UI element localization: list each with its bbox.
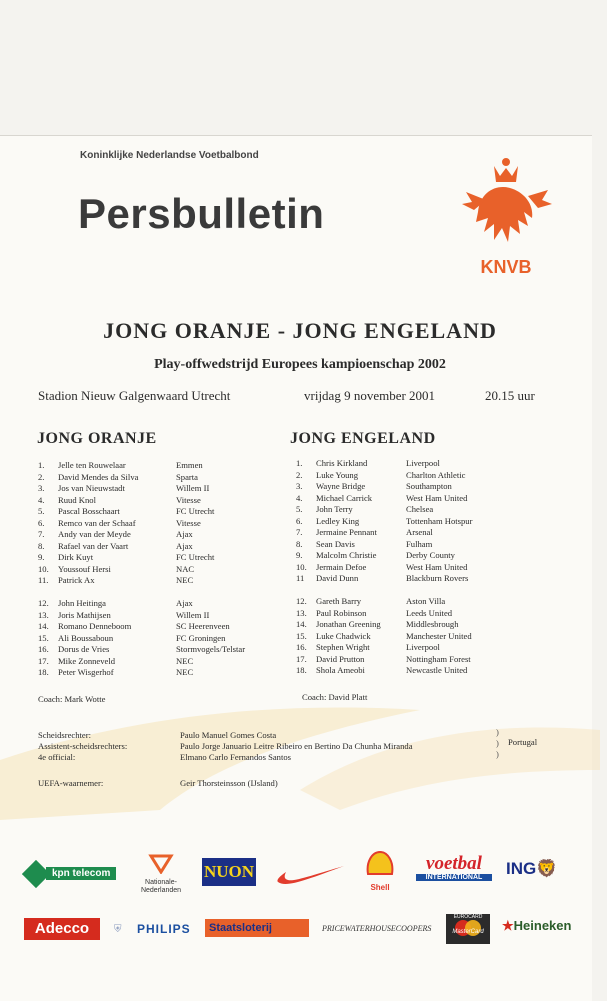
player-name: Luke Chadwick [316,630,371,641]
player-name: Malcolm Christie [316,550,377,561]
player-club: Sparta [176,471,198,482]
player-club: Liverpool [406,642,440,653]
player-name: Jos van Nieuwstadt [58,483,125,494]
home-team-heading: JONG ORANJE [37,430,157,447]
roster-gap [296,585,472,596]
player-name: Mike Zonneveld [58,655,116,666]
shell-text: Shell [370,883,390,892]
player-club: Willem II [176,609,210,620]
player-row [38,472,245,484]
player-number: 15. [296,630,307,641]
voetbal-international-logo [416,854,492,881]
player-club: Arsenal [406,527,433,538]
player-club: Vitesse [176,517,201,528]
match-subtitle: Play-offwedstrijd Europees kampioenschap 2002 [154,357,446,372]
heineken-star-icon: ★ [502,918,514,933]
player-name: Ruud Knol [58,494,96,505]
player-row [296,631,472,643]
player-number: 7. [38,529,45,540]
player-name: Ali Boussaboun [58,632,114,643]
player-club: Middlesbrough [406,619,459,630]
player-row [38,610,245,622]
player-club: West Ham United [406,492,468,503]
player-club: Aston Villa [406,596,446,607]
player-name: Dorus de Vries [58,644,110,655]
nn-text: Nationale-Nederlanden [140,879,182,894]
match-stadium: Stadion Nieuw Galgenwaard Utrecht [38,388,231,403]
player-row [38,541,245,553]
player-number: 3. [38,483,45,494]
mastercard-logo [446,914,490,944]
away-team-heading: JONG ENGELAND [290,430,436,447]
player-name: Stephen Wright [316,642,370,653]
player-row [296,470,472,482]
heineken-logo [502,918,571,934]
player-number: 17. [296,653,307,664]
player-number: 11 [296,573,305,584]
player-number: 8. [296,538,303,549]
player-club: Ajax [176,540,193,551]
player-name: David Mendes da Silva [58,471,139,482]
player-row [296,550,472,562]
player-row [38,495,245,507]
player-name: Shola Ameobi [316,665,365,676]
player-club: Stormvogels/Telstar [176,644,246,655]
ing-logo [506,859,557,879]
player-number: 10. [296,561,307,572]
player-number: 4. [296,492,303,503]
official-role: 4e official: [38,752,76,762]
player-number: 3. [296,481,303,492]
player-name: Michael Carrick [316,492,373,503]
player-name: Chris Kirkland [316,458,368,468]
player-number: 12. [38,598,49,609]
player-club: Ajax [176,529,193,540]
nationale-nederlanden-logo [136,854,186,895]
player-club: Fulham [406,538,433,549]
player-number: 4. [38,494,45,505]
player-name: Paul Robinson [316,607,367,618]
player-number: 2. [38,471,45,482]
player-row [38,529,245,541]
home-coach: Coach: Mark Wotte [38,694,106,704]
nn-emblem-icon [148,854,174,874]
official-name: Paulo Manuel Gomes Costa [180,730,277,740]
player-number: 1. [38,460,45,470]
player-club: Leeds United [406,607,453,618]
official-row [38,730,413,741]
official-role: Scheidsrechter: [38,730,91,740]
player-row [296,516,472,528]
player-name: Jonathan Greening [316,619,381,630]
player-row [296,458,472,470]
player-number: 12. [296,596,307,607]
player-club: FC Groningen [176,632,226,643]
player-row [38,575,245,587]
player-row [38,633,245,645]
player-number: 2. [296,469,303,480]
player-club: Emmen [176,460,203,470]
shell-emblem-icon [365,850,395,878]
player-club: Southampton [406,481,452,492]
player-number: 6. [296,515,303,526]
match-date: vrijdag 9 november 2001 [304,388,436,403]
player-club: NEC [176,655,194,666]
player-club: Willem II [176,483,210,494]
player-row [296,493,472,505]
player-number: 5. [296,504,303,515]
player-row [296,527,472,539]
player-number: 11. [38,575,49,586]
philips-logo: PHILIPS [137,922,191,936]
player-name: Gareth Barry [316,596,362,607]
player-name: David Prutton [316,653,365,664]
pricewaterhousecoopers-logo: PRICEWATERHOUSECOOPERS [322,924,432,933]
nuon-logo: NUON [202,858,256,886]
away-roster [296,458,472,677]
player-name: David Dunn [316,573,359,584]
player-row [38,667,245,679]
officials-block [38,730,413,789]
player-row [296,642,472,654]
player-name: Sean Davis [316,538,355,549]
player-name: John Heitinga [58,598,106,609]
player-club: NAC [176,563,195,574]
uefa-observer-row [38,778,413,789]
player-name: Romano Denneboom [58,621,132,632]
player-name: Andy van der Meyde [58,529,131,540]
player-club: FC Utrecht [176,552,215,563]
official-row [38,752,413,763]
nike-swoosh-icon [276,862,346,888]
player-number: 17. [38,655,49,666]
player-club: Blackburn Rovers [406,573,469,584]
kpn-telecom-text: kpn telecom [46,867,116,880]
player-number: 16. [38,644,49,655]
official-role: Assistent-scheidsrechters: [38,741,128,751]
shell-logo [362,850,398,892]
official-name: Paulo Jorge Januario Leitre Ribeiro en Bertino Da Chunha Miranda [180,741,413,751]
player-row [38,644,245,656]
player-club: Charlton Athletic [406,469,466,480]
philips-shield-icon: ⛨ [114,924,122,935]
player-club: Nottingham Forest [406,653,471,664]
official-name: Elmano Carlo Fernandos Santos [180,752,291,762]
player-number: 16. [296,642,307,653]
organization-name: Koninklijke Nederlandse Voetbalbond [80,150,259,161]
player-club: Derby County [406,550,455,561]
voetbal-text: voetbal [426,853,482,874]
knvb-lion-logo [458,152,554,282]
officials-brace: ) ) ) [496,727,499,759]
away-coach: Coach: David Platt [302,692,368,702]
ing-text: ING [506,859,537,878]
player-name: Jermain Defoe [316,561,367,572]
player-club: Ajax [176,598,193,609]
player-club: Vitesse [176,494,201,505]
player-name: Joris Mathijsen [58,609,111,620]
player-name: John Terry [316,504,353,515]
player-name: Ledley King [316,515,360,526]
player-number: 15. [38,632,49,643]
player-row [296,619,472,631]
player-row [38,656,245,668]
player-club: NEC [176,575,194,586]
match-title: JONG ORANJE - JONG ENGELAND [103,318,497,343]
player-name: Jermaine Pennant [316,527,377,538]
player-row [296,665,472,677]
logo-text: KNVB [480,257,532,277]
player-row [296,504,472,516]
eurocard-text: EUROCARD [453,914,483,920]
player-number: 18. [38,667,49,678]
player-club: SC Heerenveen [176,621,230,632]
player-name: Patrick Ax [58,575,95,586]
international-text: INTERNATIONAL [416,874,492,881]
player-number: 6. [38,517,45,528]
player-name: Remco van der Schaaf [58,517,136,528]
player-club: West Ham United [406,561,468,572]
player-club: Liverpool [406,458,440,468]
player-name: Luke Young [316,469,359,480]
match-time: 20.15 uur [485,388,535,403]
player-name: Peter Wisgerhof [58,667,114,678]
heineken-text: Heineken [513,918,572,933]
player-row [38,552,245,564]
player-row [38,506,245,518]
uefa-observer-role: UEFA-waarnemer: [38,778,104,788]
adecco-logo: Adecco [24,918,100,940]
player-club: Chelsea [406,504,434,515]
mastercard-text: MasterCard [452,929,484,935]
kpn-telecom-logo [22,860,114,888]
player-number: 9. [38,552,45,563]
player-row [38,460,245,472]
player-row [38,483,245,495]
player-name: Dirk Kuyt [58,552,94,563]
player-club: Manchester United [406,630,472,641]
player-number: 13. [38,609,49,620]
player-row [296,596,472,608]
page-title: Persbulletin [78,190,325,237]
player-number: 10. [38,563,49,574]
player-club: Newcastle United [406,665,468,676]
player-number: 13. [296,607,307,618]
player-number: 5. [38,506,45,517]
player-name: Wayne Bridge [316,481,366,492]
official-row [38,741,413,752]
player-row [296,539,472,551]
player-number: 18. [296,665,307,676]
player-row [38,598,245,610]
player-name: Pascal Bosschaart [58,506,120,517]
player-row [296,573,472,585]
ing-lion-icon: 🦁 [536,859,558,878]
player-row [38,564,245,576]
player-row [296,608,472,620]
home-roster [38,460,245,679]
staatsloterij-logo: Staatsloterij [205,919,309,937]
officials-country: Portugal [508,737,538,747]
player-name: Youssouf Hersi [58,563,111,574]
player-number: 14. [296,619,307,630]
player-row [38,518,245,530]
roster-gap [38,587,245,598]
player-club: FC Utrecht [176,506,215,517]
player-row [296,562,472,574]
player-club: NEC [176,667,194,678]
player-row [38,621,245,633]
player-name: Rafael van der Vaart [58,540,129,551]
player-row [296,654,472,666]
player-number: 14. [38,621,49,632]
uefa-observer-name: Geir Thorsteinsson (IJsland) [180,778,278,788]
player-name: Jelle ten Rouwelaar [58,460,126,470]
player-club: Tottenham Hotspur [406,515,473,526]
player-number: 7. [296,527,303,538]
player-number: 8. [38,540,45,551]
player-row [296,481,472,493]
player-number: 1. [296,458,303,468]
player-number: 9. [296,550,303,561]
